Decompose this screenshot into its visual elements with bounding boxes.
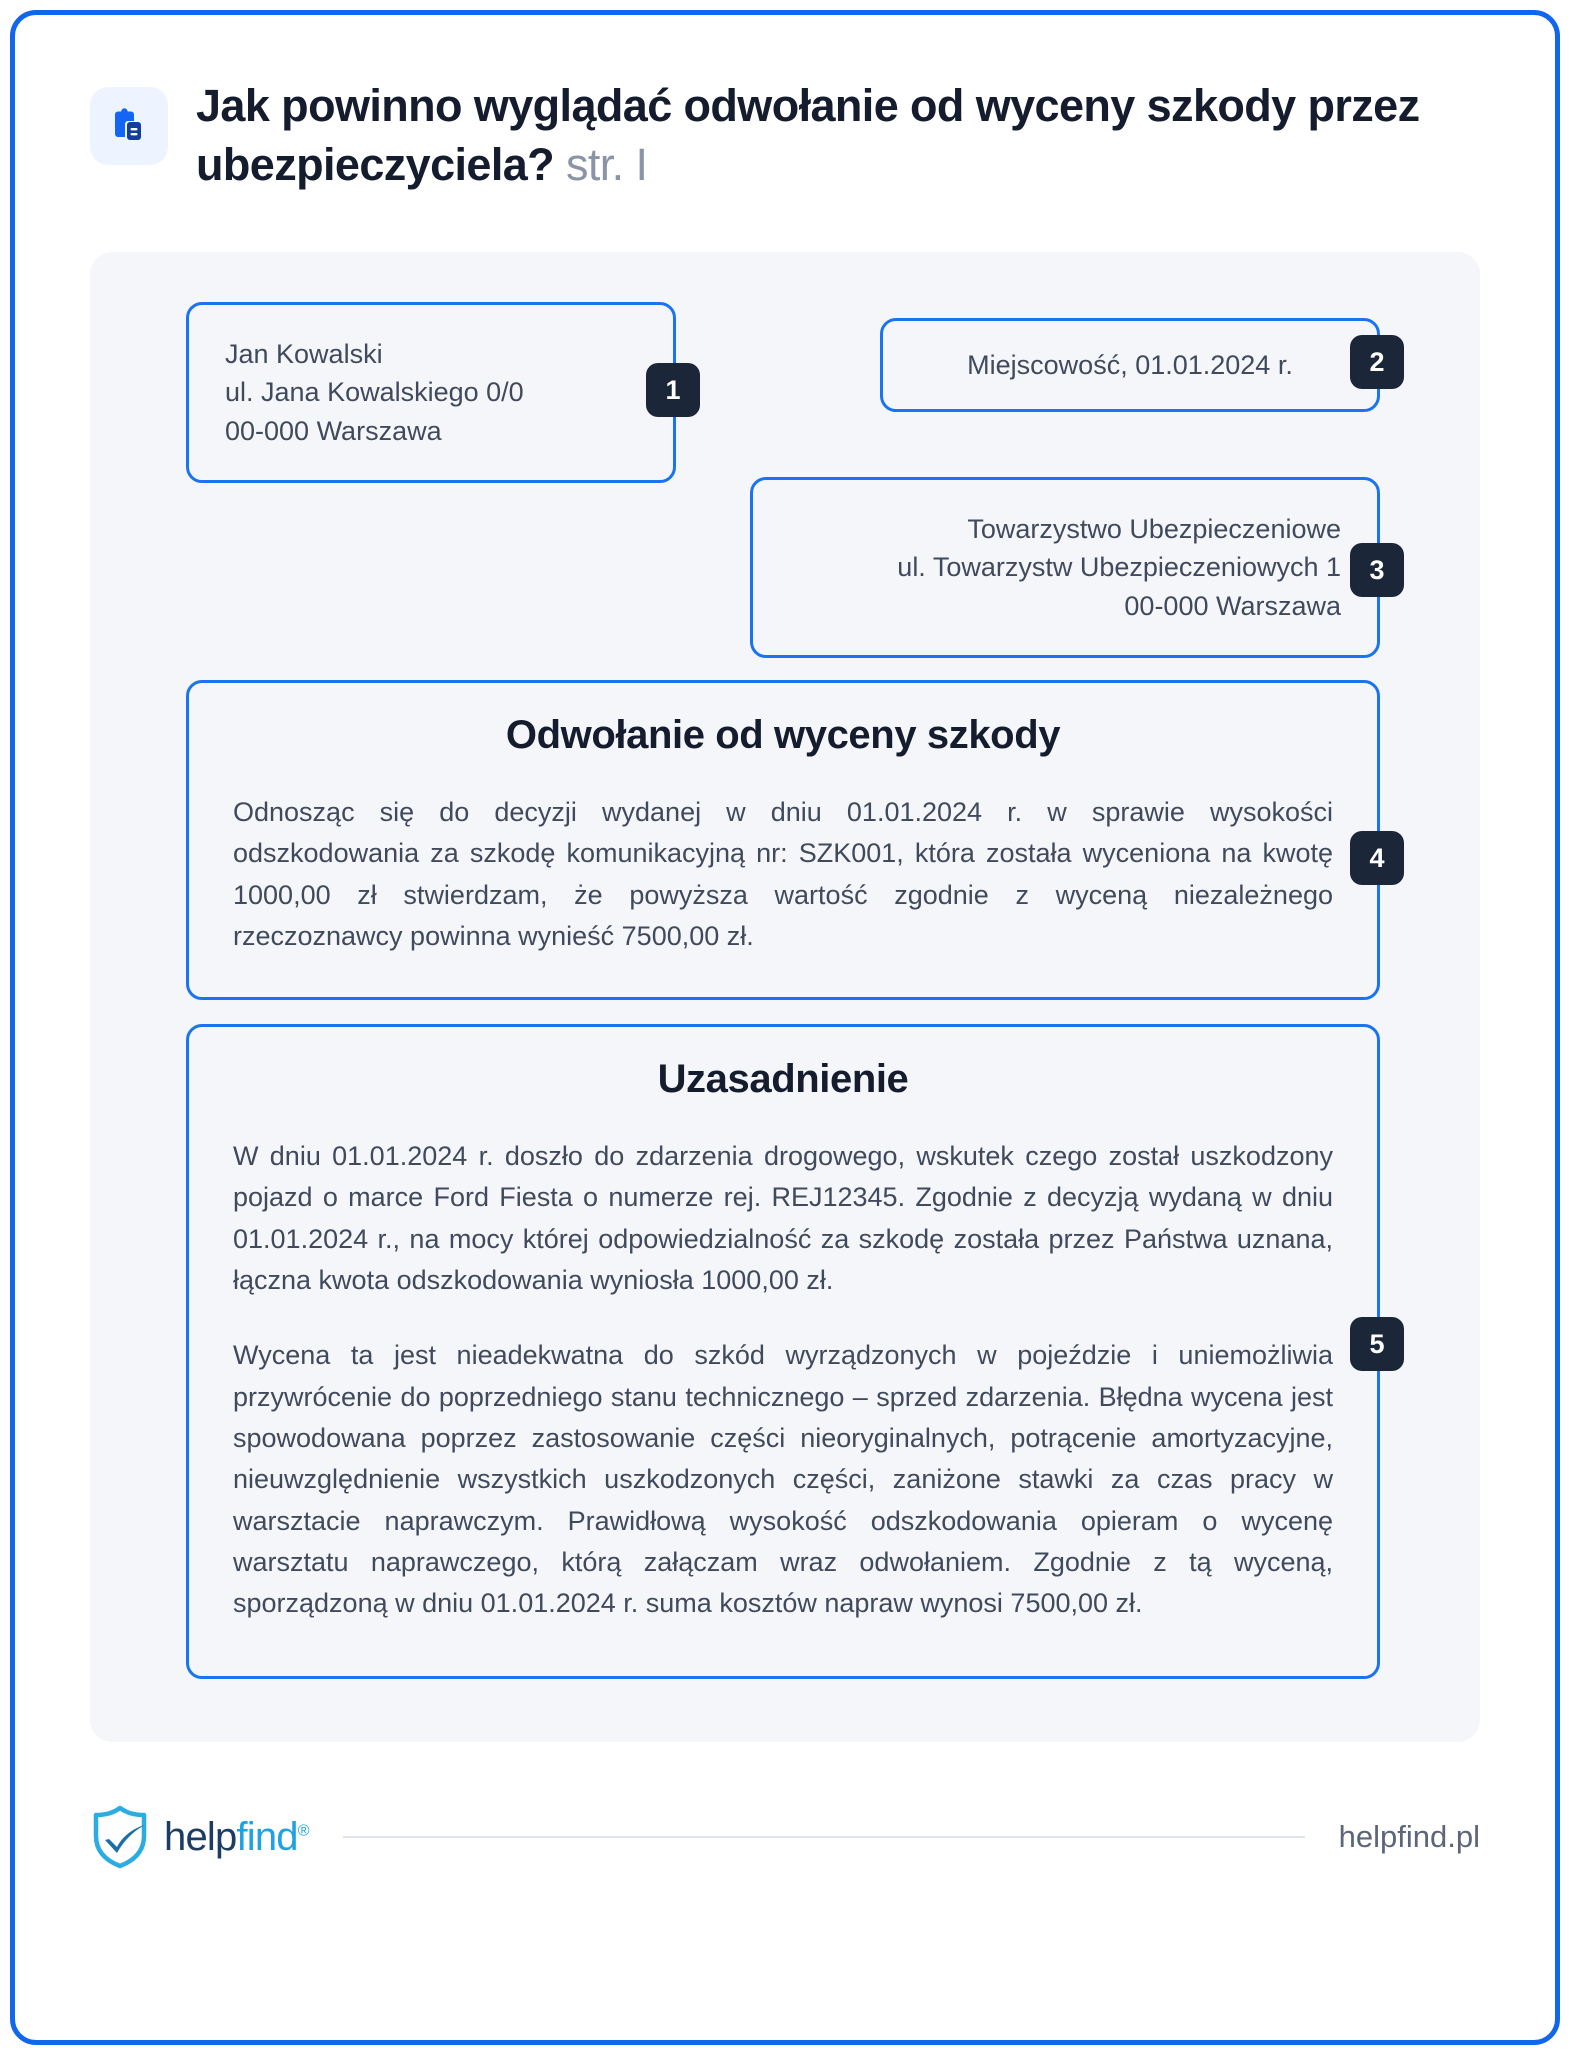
date-place-text: Miejscowość, 01.01.2024 r.	[967, 350, 1293, 380]
appeal-paragraph: Odnosząc się do decyzji wydanej w dniu 01.01.2024 r. w sprawie wysokości odszkodowania za szkodę komunikacyjną nr: SZK001, która została wyceniona na kwotę 1000,00 zł stwierdzam, że powyższa wartość zgodnie z wyceną niezależnego rzeczoznawcy powinna wynieść 7500,00 zł.	[233, 797, 1333, 951]
helpfind-wordmark	[164, 1815, 309, 1860]
appeal-section-title: Odwołanie od wyceny szkody	[505, 713, 1061, 757]
date-place-box	[880, 318, 1385, 412]
appeal-section-box	[186, 680, 1385, 1000]
page-title	[196, 77, 1426, 194]
justification-paragraph-1: W dniu 01.01.2024 r. doszło do zdarzenia drogowego, wskutek czego został uszkodzony pojazd o marce Ford Fiesta o numerze rej. REJ12345. Zgodnie z decyzją wydaną w dniu 01.01.2024 r., na mocy której odpowiedzialność za szkodę została przez Państwa uznana, łączna kwota odszkodowania wyniosła 1000,00 zł.	[233, 1141, 1333, 1296]
insurer-address-box	[750, 477, 1385, 658]
letter-preview-panel	[90, 252, 1480, 1742]
helpfind-logo[interactable]	[90, 1804, 309, 1870]
insurer-city: 00-000 Warszawa	[1124, 590, 1341, 621]
footer-divider	[343, 1836, 1305, 1838]
footer-website: helpfind.pl	[1338, 1819, 1480, 1854]
logo-help-text: help	[164, 1814, 237, 1859]
callout-badge-5: 5	[1350, 1317, 1404, 1371]
logo-registered-mark: ®	[297, 1822, 309, 1840]
sender-name: Jan Kowalski	[225, 339, 383, 369]
infographic-frame	[10, 10, 1560, 2045]
page-footer	[15, 1804, 1555, 1870]
page-header	[15, 15, 1555, 194]
justification-section-title: Uzasadnienie	[657, 1057, 909, 1102]
letter-insurer-row	[128, 477, 1442, 662]
letter-top-row	[128, 298, 1442, 473]
callout-badge-1: 1	[646, 363, 700, 417]
callout-badge-4: 4	[1350, 831, 1404, 885]
insurer-street: ul. Towarzystw Ubezpieczeniowych 1	[897, 552, 1341, 583]
logo-find-text: find	[236, 1814, 298, 1859]
page-number-label: str. I	[565, 138, 648, 190]
sender-address-box	[186, 302, 681, 483]
clipboard-document-icon	[90, 87, 168, 165]
callout-badge-2: 2	[1350, 335, 1404, 389]
shield-check-icon	[90, 1804, 150, 1870]
justification-section-box	[186, 1024, 1385, 1679]
sender-street: ul. Jana Kowalskiego 0/0	[225, 377, 524, 408]
page-title-text: Jak powinno wyglądać odwołanie od wyceny szkody przez ubezpieczyciela?	[196, 80, 1420, 190]
callout-badge-3: 3	[1350, 543, 1404, 597]
sender-city: 00-000 Warszawa	[225, 415, 442, 446]
justification-paragraph-2: Wycena ta jest nieadekwatna do szkód wyrządzonych w pojeździe i uniemożliwia przywrócenie do poprzedniego stanu technicznego – sprzed zdarzenia. Błędna wycena jest spowodowana poprzez zastosowanie części nieoryginalnych, potrącenie amortyzacyjne, nieuwzględnienie wszystkich uszkodzonych części, zaniżone stawki za czas pracy w warsztacie naprawczym. Prawidłową wysokość odszkodowania opieram o wycenę warsztatu naprawczego, którą załączam wraz odwołaniem. Zgodnie z tą wyceną, sporządzoną w dniu 01.01.2024 r. suma kosztów napraw wynosi 7500,00 zł.	[233, 1340, 1333, 1619]
insurer-name: Towarzystwo Ubezpieczeniowe	[967, 514, 1341, 544]
